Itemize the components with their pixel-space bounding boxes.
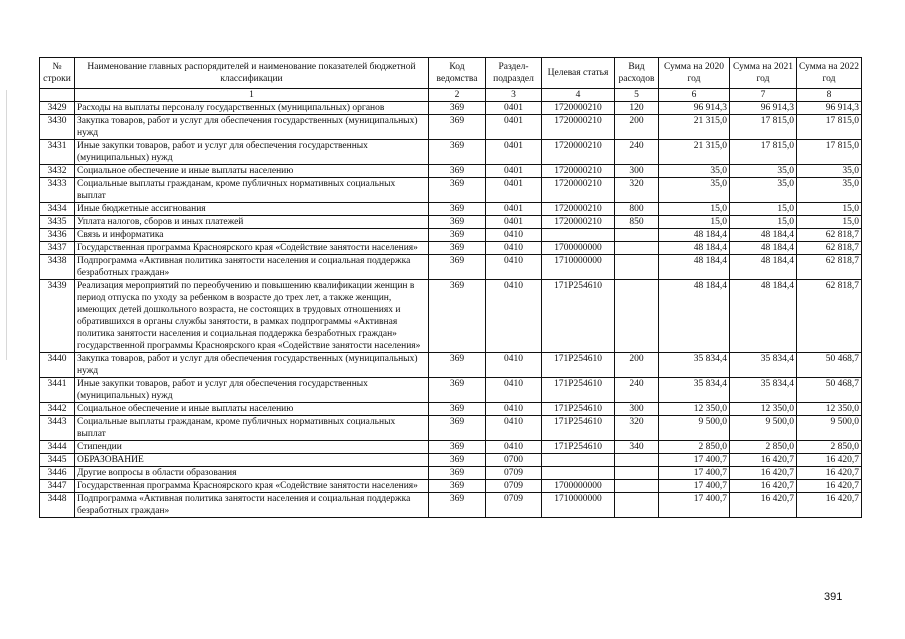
- table-row: [40, 467, 862, 480]
- expense-type-cell: 240: [615, 378, 659, 403]
- row-number-cell: 3446: [40, 467, 75, 480]
- row-name-cell: Государственная программа Красноярского края «Содействие занятости населения»: [75, 242, 429, 255]
- section-cell: 0410: [486, 378, 542, 403]
- ministry-code-cell: 369: [429, 229, 486, 242]
- expense-type-cell: [615, 454, 659, 467]
- section-cell: 0709: [486, 467, 542, 480]
- sum-2020-cell: 17 400,7: [659, 480, 730, 493]
- sum-2020-cell: 96 914,3: [659, 102, 730, 115]
- row-name-cell: ОБРАЗОВАНИЕ: [75, 454, 429, 467]
- expense-type-cell: 800: [615, 203, 659, 216]
- section-cell: 0410: [486, 255, 542, 280]
- sum-2020-cell: 48 184,4: [659, 280, 730, 353]
- row-number-cell: 3437: [40, 242, 75, 255]
- sum-2022-cell: 35,0: [797, 178, 862, 203]
- budget-table: [39, 57, 862, 518]
- sum-2021-cell: 96 914,3: [730, 102, 797, 115]
- ministry-code-cell: 369: [429, 441, 486, 454]
- sum-2022-cell: 15,0: [797, 216, 862, 229]
- table-row: [40, 242, 862, 255]
- row-name-cell: Закупка товаров, работ и услуг для обеспечения государственных (муниципальных) нужд: [75, 115, 429, 140]
- target-article-cell: 1720000210: [542, 140, 615, 165]
- expense-type-cell: 240: [615, 140, 659, 165]
- row-number-cell: 3447: [40, 480, 75, 493]
- expense-type-cell: [615, 480, 659, 493]
- row-name-cell: Другие вопросы в области образования: [75, 467, 429, 480]
- header-cell: Наименование главных распорядителей и наименование показателей бюджетной классификации: [75, 58, 429, 89]
- row-number-cell: 3448: [40, 493, 75, 518]
- table-row: [40, 280, 862, 353]
- sum-2020-cell: 35,0: [659, 165, 730, 178]
- sum-2021-cell: 15,0: [730, 216, 797, 229]
- target-article-cell: 1720000210: [542, 102, 615, 115]
- column-number: 4: [542, 89, 615, 102]
- header-cell: Код ведомства: [429, 58, 486, 89]
- sum-2022-cell: 17 815,0: [797, 140, 862, 165]
- row-number-cell: 3436: [40, 229, 75, 242]
- sum-2022-cell: 12 350,0: [797, 403, 862, 416]
- sum-2020-cell: 48 184,4: [659, 255, 730, 280]
- sum-2022-cell: 15,0: [797, 203, 862, 216]
- ministry-code-cell: 369: [429, 480, 486, 493]
- row-name-cell: Уплата налогов, сборов и иных платежей: [75, 216, 429, 229]
- sum-2022-cell: 16 420,7: [797, 454, 862, 467]
- sum-2021-cell: 48 184,4: [730, 242, 797, 255]
- target-article-cell: [542, 467, 615, 480]
- sum-2021-cell: 35,0: [730, 178, 797, 203]
- sum-2020-cell: 17 400,7: [659, 467, 730, 480]
- sum-2022-cell: 62 818,7: [797, 280, 862, 353]
- sum-2020-cell: 12 350,0: [659, 403, 730, 416]
- target-article-cell: 1720000210: [542, 115, 615, 140]
- column-number: [40, 89, 75, 102]
- table-row: [40, 441, 862, 454]
- row-number-cell: 3433: [40, 178, 75, 203]
- column-number: 5: [615, 89, 659, 102]
- row-name-cell: Иные бюджетные ассигнования: [75, 203, 429, 216]
- section-cell: 0709: [486, 493, 542, 518]
- table-row: [40, 480, 862, 493]
- sum-2022-cell: 16 420,7: [797, 467, 862, 480]
- section-cell: 0401: [486, 178, 542, 203]
- section-cell: 0401: [486, 140, 542, 165]
- row-name-cell: Подпрограмма «Активная политика занятости населения и социальная поддержка безработных граждан»: [75, 255, 429, 280]
- target-article-cell: 1720000210: [542, 216, 615, 229]
- sum-2021-cell: 48 184,4: [730, 229, 797, 242]
- column-number: 7: [730, 89, 797, 102]
- ministry-code-cell: 369: [429, 416, 486, 441]
- sum-2021-cell: 16 420,7: [730, 454, 797, 467]
- target-article-cell: 1720000210: [542, 203, 615, 216]
- column-number: 1: [75, 89, 429, 102]
- section-cell: 0410: [486, 229, 542, 242]
- sum-2021-cell: 16 420,7: [730, 480, 797, 493]
- sum-2021-cell: 17 815,0: [730, 115, 797, 140]
- table-row: [40, 403, 862, 416]
- ministry-code-cell: 369: [429, 140, 486, 165]
- expense-type-cell: 200: [615, 115, 659, 140]
- header-cell: Сумма на 2021 год: [730, 58, 797, 89]
- sum-2021-cell: 17 815,0: [730, 140, 797, 165]
- row-name-cell: Иные закупки товаров, работ и услуг для обеспечения государственных (муниципальных) нужд: [75, 378, 429, 403]
- row-name-cell: Стипендии: [75, 441, 429, 454]
- ministry-code-cell: 369: [429, 255, 486, 280]
- sum-2021-cell: 35 834,4: [730, 378, 797, 403]
- sum-2022-cell: 50 468,7: [797, 353, 862, 378]
- sum-2020-cell: 21 315,0: [659, 115, 730, 140]
- row-name-cell: Социальные выплаты гражданам, кроме публичных нормативных социальных выплат: [75, 416, 429, 441]
- table-row: [40, 493, 862, 518]
- ministry-code-cell: 369: [429, 454, 486, 467]
- table-row: [40, 416, 862, 441]
- header-cell: Сумма на 2022 год: [797, 58, 862, 89]
- expense-type-cell: 320: [615, 178, 659, 203]
- table-row: [40, 255, 862, 280]
- sum-2022-cell: 16 420,7: [797, 480, 862, 493]
- section-cell: 0401: [486, 165, 542, 178]
- expense-type-cell: [615, 280, 659, 353]
- section-cell: 0401: [486, 102, 542, 115]
- row-name-cell: Социальные выплаты гражданам, кроме публичных нормативных социальных выплат: [75, 178, 429, 203]
- sum-2021-cell: 48 184,4: [730, 255, 797, 280]
- section-cell: 0700: [486, 454, 542, 467]
- target-article-cell: 1700000000: [542, 242, 615, 255]
- header-cell: Целевая статья: [542, 58, 615, 89]
- table-row: [40, 115, 862, 140]
- table-row: [40, 102, 862, 115]
- page-number: 391: [824, 591, 843, 603]
- row-number-cell: 3435: [40, 216, 75, 229]
- expense-type-cell: 200: [615, 353, 659, 378]
- sum-2020-cell: 15,0: [659, 216, 730, 229]
- table-row: [40, 216, 862, 229]
- header-cell: Раздел-подраздел: [486, 58, 542, 89]
- header-cell: Сумма на 2020 год: [659, 58, 730, 89]
- table-row: [40, 353, 862, 378]
- column-number: 8: [797, 89, 862, 102]
- sum-2020-cell: 35 834,4: [659, 353, 730, 378]
- target-article-cell: 171P254610: [542, 416, 615, 441]
- scan-margin-line: [6, 90, 7, 360]
- row-number-cell: 3429: [40, 102, 75, 115]
- sum-2022-cell: 9 500,0: [797, 416, 862, 441]
- sum-2021-cell: 35,0: [730, 165, 797, 178]
- header-cell: № строки: [40, 58, 75, 89]
- row-number-cell: 3445: [40, 454, 75, 467]
- expense-type-cell: [615, 229, 659, 242]
- sum-2020-cell: 21 315,0: [659, 140, 730, 165]
- row-name-cell: Реализация мероприятий по переобучению и повышению квалификации женщин в период отпуска по уходу за ребенком в возрасте до трех лет, а также женщин, имеющих детей дошкольного возраста, не состоящих в трудовых отношениях и обратившихся в органы службы занятости, в рамках подпрограммы «Активная политика занятости населения и социальная поддержка безработных граждан» государственной программы Красноярского края «Содействие занятости населения»: [75, 280, 429, 353]
- header-cell: Вид расходов: [615, 58, 659, 89]
- sum-2021-cell: 16 420,7: [730, 467, 797, 480]
- section-cell: 0709: [486, 480, 542, 493]
- sum-2021-cell: 15,0: [730, 203, 797, 216]
- column-number: 2: [429, 89, 486, 102]
- ministry-code-cell: 369: [429, 403, 486, 416]
- row-number-cell: 3434: [40, 203, 75, 216]
- section-cell: 0401: [486, 203, 542, 216]
- ministry-code-cell: 369: [429, 216, 486, 229]
- section-cell: 0410: [486, 353, 542, 378]
- row-number-cell: 3438: [40, 255, 75, 280]
- sum-2022-cell: 16 420,7: [797, 493, 862, 518]
- column-number-row: [40, 89, 862, 102]
- row-name-cell: Социальное обеспечение и иные выплаты населению: [75, 165, 429, 178]
- table-row: [40, 378, 862, 403]
- expense-type-cell: [615, 255, 659, 280]
- section-cell: 0410: [486, 280, 542, 353]
- ministry-code-cell: 369: [429, 102, 486, 115]
- sum-2021-cell: 16 420,7: [730, 493, 797, 518]
- section-cell: 0410: [486, 403, 542, 416]
- sum-2022-cell: 17 815,0: [797, 115, 862, 140]
- sum-2021-cell: 12 350,0: [730, 403, 797, 416]
- sum-2020-cell: 35,0: [659, 178, 730, 203]
- target-article-cell: 1720000210: [542, 178, 615, 203]
- target-article-cell: 1720000210: [542, 165, 615, 178]
- section-cell: 0410: [486, 242, 542, 255]
- sum-2022-cell: 62 818,7: [797, 242, 862, 255]
- ministry-code-cell: 369: [429, 165, 486, 178]
- column-number: 6: [659, 89, 730, 102]
- row-name-cell: Расходы на выплаты персоналу государственных (муниципальных) органов: [75, 102, 429, 115]
- row-number-cell: 3444: [40, 441, 75, 454]
- row-number-cell: 3443: [40, 416, 75, 441]
- ministry-code-cell: 369: [429, 242, 486, 255]
- row-name-cell: Иные закупки товаров, работ и услуг для обеспечения государственных (муниципальных) нужд: [75, 140, 429, 165]
- row-number-cell: 3432: [40, 165, 75, 178]
- expense-type-cell: 850: [615, 216, 659, 229]
- sum-2020-cell: 17 400,7: [659, 493, 730, 518]
- header-row: [40, 58, 862, 89]
- target-article-cell: [542, 454, 615, 467]
- expense-type-cell: 340: [615, 441, 659, 454]
- sum-2020-cell: 9 500,0: [659, 416, 730, 441]
- expense-type-cell: [615, 467, 659, 480]
- row-number-cell: 3430: [40, 115, 75, 140]
- expense-type-cell: [615, 242, 659, 255]
- sum-2022-cell: 35,0: [797, 165, 862, 178]
- ministry-code-cell: 369: [429, 467, 486, 480]
- sum-2021-cell: 48 184,4: [730, 280, 797, 353]
- row-name-cell: Закупка товаров, работ и услуг для обеспечения государственных (муниципальных) нужд: [75, 353, 429, 378]
- row-number-cell: 3431: [40, 140, 75, 165]
- sum-2020-cell: 17 400,7: [659, 454, 730, 467]
- expense-type-cell: 120: [615, 102, 659, 115]
- table-row: [40, 203, 862, 216]
- section-cell: 0410: [486, 416, 542, 441]
- row-name-cell: Подпрограмма «Активная политика занятости населения и социальная поддержка безработных граждан»: [75, 493, 429, 518]
- table-row: [40, 178, 862, 203]
- target-article-cell: 1710000000: [542, 493, 615, 518]
- target-article-cell: 171P254610: [542, 353, 615, 378]
- sum-2022-cell: 62 818,7: [797, 255, 862, 280]
- target-article-cell: [542, 229, 615, 242]
- ministry-code-cell: 369: [429, 178, 486, 203]
- row-number-cell: 3440: [40, 353, 75, 378]
- expense-type-cell: [615, 493, 659, 518]
- sum-2020-cell: 15,0: [659, 203, 730, 216]
- ministry-code-cell: 369: [429, 493, 486, 518]
- sum-2020-cell: 2 850,0: [659, 441, 730, 454]
- row-number-cell: 3442: [40, 403, 75, 416]
- table-row: [40, 454, 862, 467]
- target-article-cell: 1700000000: [542, 480, 615, 493]
- target-article-cell: 171P254610: [542, 441, 615, 454]
- section-cell: 0410: [486, 441, 542, 454]
- expense-type-cell: 300: [615, 165, 659, 178]
- ministry-code-cell: 369: [429, 115, 486, 140]
- ministry-code-cell: 369: [429, 378, 486, 403]
- sum-2020-cell: 35 834,4: [659, 378, 730, 403]
- expense-type-cell: 300: [615, 403, 659, 416]
- sum-2021-cell: 2 850,0: [730, 441, 797, 454]
- sum-2020-cell: 48 184,4: [659, 242, 730, 255]
- section-cell: 0401: [486, 216, 542, 229]
- sum-2021-cell: 9 500,0: [730, 416, 797, 441]
- expense-type-cell: 320: [615, 416, 659, 441]
- target-article-cell: 171P254610: [542, 280, 615, 353]
- row-number-cell: 3439: [40, 280, 75, 353]
- ministry-code-cell: 369: [429, 203, 486, 216]
- table-row: [40, 229, 862, 242]
- row-name-cell: Связь и информатика: [75, 229, 429, 242]
- target-article-cell: 171P254610: [542, 403, 615, 416]
- sum-2020-cell: 48 184,4: [659, 229, 730, 242]
- section-cell: 0401: [486, 115, 542, 140]
- target-article-cell: 1710000000: [542, 255, 615, 280]
- sum-2022-cell: 62 818,7: [797, 229, 862, 242]
- table-row: [40, 140, 862, 165]
- row-name-cell: Социальное обеспечение и иные выплаты населению: [75, 403, 429, 416]
- sum-2022-cell: 96 914,3: [797, 102, 862, 115]
- column-number: 3: [486, 89, 542, 102]
- row-number-cell: 3441: [40, 378, 75, 403]
- sum-2021-cell: 35 834,4: [730, 353, 797, 378]
- target-article-cell: 171P254610: [542, 378, 615, 403]
- table-row: [40, 165, 862, 178]
- ministry-code-cell: 369: [429, 280, 486, 353]
- ministry-code-cell: 369: [429, 353, 486, 378]
- sum-2022-cell: 50 468,7: [797, 378, 862, 403]
- row-name-cell: Государственная программа Красноярского края «Содействие занятости населения»: [75, 480, 429, 493]
- sum-2022-cell: 2 850,0: [797, 441, 862, 454]
